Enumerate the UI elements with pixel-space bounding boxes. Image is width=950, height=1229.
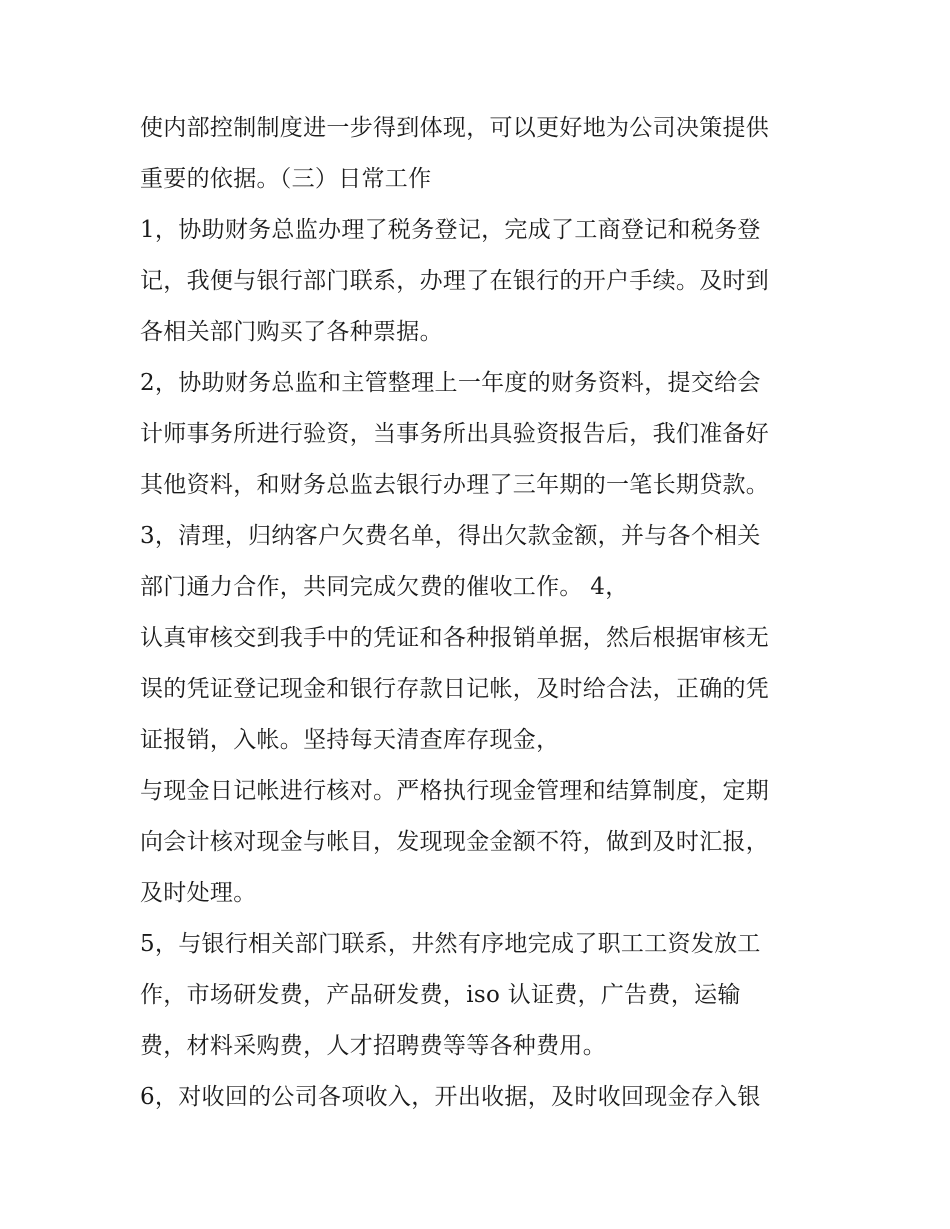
text-line: 作，市场研发费，产品研发费，iso 认证费，广告费，运输 bbox=[140, 982, 741, 1008]
text-line: 重要的依据。（三）日常工作 bbox=[140, 166, 432, 192]
text-line: 3，清理，归纳客户欠费名单，得出欠款金额，并与各个相关 bbox=[140, 523, 761, 549]
text-line: 计师事务所进行验资，当事务所出具验资报告后，我们准备好 bbox=[140, 421, 770, 447]
text-line: 向会计核对现金与帐目，发现现金金额不符，做到及时汇报， bbox=[140, 829, 770, 855]
text-line: 证报销，入帐。坚持每天清查库存现金， bbox=[140, 727, 560, 753]
body-text bbox=[140, 103, 830, 1123]
text-line: 及时处理。 bbox=[140, 880, 257, 906]
text-line: 与现金日记帐进行核对。严格执行现金管理和结算制度，定期 bbox=[140, 778, 770, 804]
text-line: 记，我便与银行部门联系，办理了在银行的开户手续。及时到 bbox=[140, 268, 770, 294]
text-line: 误的凭证登记现金和银行存款日记帐，及时给合法，正确的凭 bbox=[140, 676, 770, 702]
text-line: 6，对收回的公司各项收入，开出收据，及时收回现金存入银 bbox=[140, 1084, 761, 1110]
text-line: 费，材料采购费，人才招聘费等等各种费用。 bbox=[140, 1033, 606, 1059]
text-line: 2，协助财务总监和主管整理上一年度的财务资料，提交给会 bbox=[140, 370, 761, 396]
text-line: 部门通力合作，共同完成欠费的催收工作。 4， bbox=[140, 574, 629, 600]
text-line: 使内部控制制度进一步得到体现，可以更好地为公司决策提供 bbox=[140, 115, 770, 141]
text-line: 各相关部门购买了各种票据。 bbox=[140, 319, 443, 345]
text-line: 其他资料，和财务总监去银行办理了三年期的一笔长期贷款。 bbox=[140, 472, 770, 498]
text-line: 认真审核交到我手中的凭证和各种报销单据，然后根据审核无 bbox=[140, 625, 770, 651]
text-line: 1，协助财务总监办理了税务登记，完成了工商登记和税务登 bbox=[140, 217, 761, 243]
text-line: 5，与银行相关部门联系，井然有序地完成了职工工资发放工 bbox=[140, 931, 761, 957]
